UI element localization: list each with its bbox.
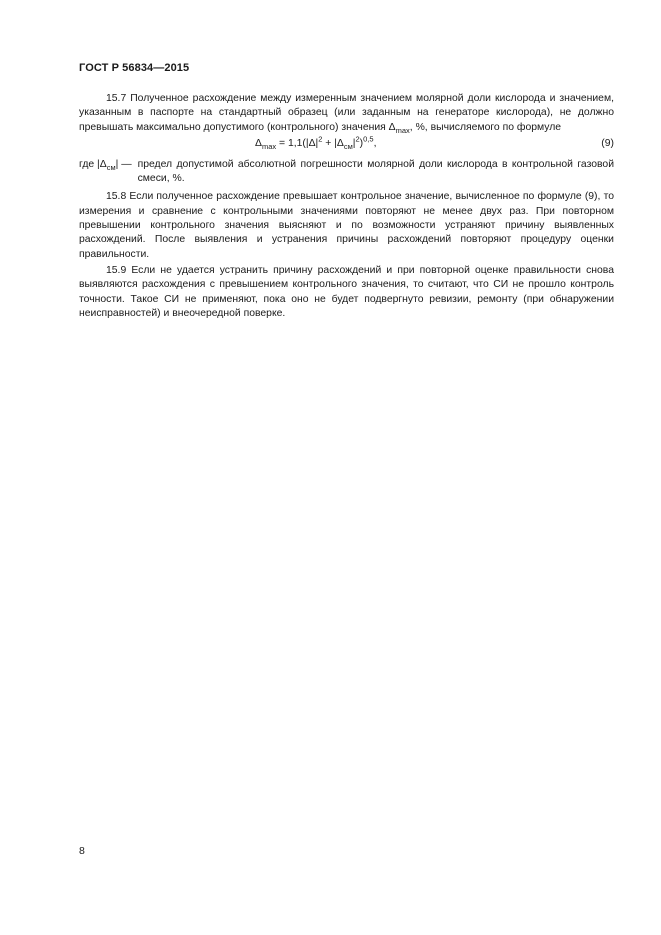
formula-number: (9)	[601, 137, 614, 149]
where-prefix: где |Δ	[79, 158, 107, 170]
formula-row	[79, 134, 614, 154]
formula-9	[255, 134, 377, 151]
formula-close-text: |	[352, 137, 356, 149]
formula-paren-close: )	[359, 137, 364, 149]
page-number: 8	[79, 845, 85, 857]
document-header: ГОСТ Р 56834—2015	[79, 62, 190, 74]
paragraph-15-7-text-before: 15.7 Полученное расхождение между измеренным значением молярной доли кислорода и значением, указанным в паспорте на стандартный образец (или заданным на генераторе кислорода), не должно превышать максимально допустимого (контрольного) значения	[79, 93, 614, 133]
where-suffix: | —	[115, 158, 132, 170]
formula-plus-text: + |Δ	[322, 137, 344, 149]
where-term	[79, 158, 138, 187]
paragraph-15-9: 15.9 Если не удается устранить причину расхождений и при повторной оценке правильности снова выявляются расхождения с превышением контрольного значения, то считают, что СИ не прошло контроль точности. Такое СИ не применяют, пока оно не будет подвергнуто ревизии, ремонту (при обнаружении неисправностей) и внеочередной поверке.	[79, 264, 614, 319]
paragraph-15-7	[79, 92, 614, 135]
formula-lhs-subscript: max	[261, 141, 277, 151]
delta-symbol: Δ	[388, 121, 396, 133]
formula-lhs-symbol: Δ	[255, 137, 262, 149]
formula-cm-subscript: см	[343, 141, 353, 151]
where-clause	[79, 158, 614, 187]
paragraph-15-8: 15.8 Если полученное расхождение превышает контрольное значение, вычисленное по формуле (9), то измерения и сравнение с контрольными значениями повторяют не менее двух раз. При повторном превышении контрольного значения выясняют и по возможности устраняют причину выявленных расхождений. После выявления и устранения причины расхождений повторяют процедуру оценки правильности.	[79, 191, 614, 260]
delta-max-subscript: max	[395, 125, 410, 135]
where-subscript: см	[106, 162, 116, 172]
formula-sup-2a: 2	[318, 134, 323, 144]
formula-eq-text: = 1,1(|Δ|	[276, 137, 319, 149]
formula-sup-2b: 2	[355, 134, 360, 144]
formula-trail: ,	[373, 137, 377, 149]
where-description: предел допустимой абсолютной погрешности молярной доли кислорода в контрольной газовой смеси, %.	[137, 158, 614, 185]
paragraph-15-7-text-after: , %, вычисляемого по формуле	[409, 121, 562, 133]
document-body	[79, 92, 614, 321]
formula-exponent: 0,5	[363, 134, 374, 144]
